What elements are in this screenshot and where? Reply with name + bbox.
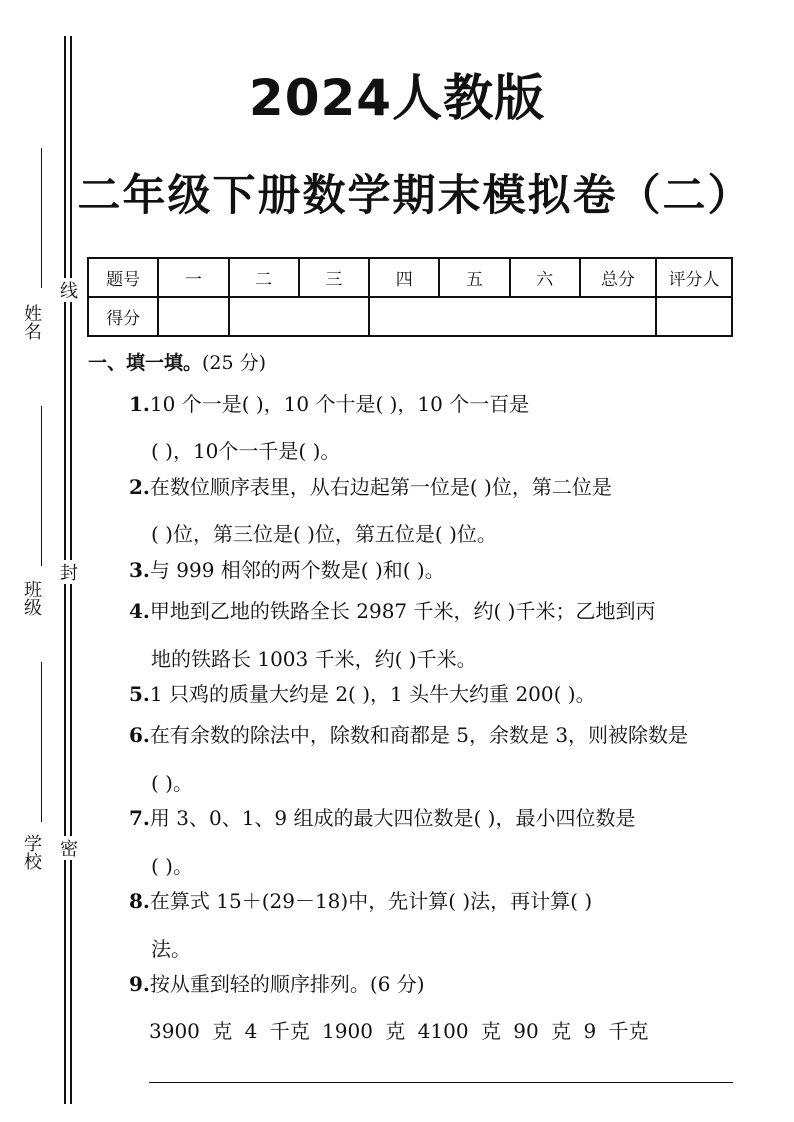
- question-text: 在数位顺序表里，从右边起第一位是( )位，第二位是: [149, 475, 612, 499]
- question-number: 1.: [129, 392, 150, 416]
- question-number: 8.: [129, 889, 150, 913]
- score-table-header-cell: 四: [369, 258, 439, 297]
- score-cell[interactable]: [229, 297, 370, 336]
- cut-mark-seal: 封: [58, 560, 76, 584]
- question-1: [129, 394, 739, 414]
- school-label: 学校: [21, 834, 42, 870]
- score-cell[interactable]: [656, 297, 732, 336]
- weights-list: 3900 克 4 千克 1900 克 4100 克 90 克 9 千克: [149, 1019, 649, 1043]
- score-table-row-label: 得分: [88, 297, 158, 336]
- question-5: [129, 684, 739, 704]
- score-table-header-cell: 评分人: [656, 258, 732, 297]
- score-table-header-cell: 三: [299, 258, 369, 297]
- question-text: 与 999 相邻的两个数是( )和( )。: [149, 558, 445, 582]
- question-text: 在算式 15＋(29－18)中，先计算( )法，再计算( ): [149, 889, 593, 913]
- section-heading: [88, 348, 266, 375]
- page-subtitle: 二年级下册数学期末模拟卷（二）: [77, 171, 753, 221]
- score-table: [87, 257, 733, 337]
- question-number: 4.: [129, 599, 150, 623]
- question-text: 按从重到轻的顺序排列。(6 分): [149, 972, 425, 996]
- score-table-header-cell: 总分: [580, 258, 656, 297]
- score-table-header-cell: 一: [158, 258, 228, 297]
- question-2: [129, 477, 739, 497]
- cut-mark-line: 线: [58, 278, 76, 302]
- class-blank: [41, 406, 42, 566]
- question-8: [129, 891, 739, 911]
- question-4: [129, 601, 739, 621]
- question-1-continuation: ( )，10个一千是( )。: [151, 439, 341, 463]
- question-number: 3.: [129, 558, 150, 582]
- cut-mark-secret: 密: [58, 836, 76, 860]
- question-6: [129, 725, 739, 745]
- score-table-header-cell: 五: [439, 258, 509, 297]
- answer-line[interactable]: [149, 1082, 733, 1083]
- page-title: 2024人教版: [248, 69, 546, 127]
- score-table-header-row: [88, 258, 732, 297]
- question-text: 甲地到乙地的铁路全长 2987 千米，约( )千米；乙地到丙: [149, 599, 656, 623]
- question-text: 1 只鸡的质量大约是 2( )，1 头牛大约重 200( )。: [149, 682, 596, 706]
- question-7: [129, 808, 739, 828]
- class-label: 班级: [21, 580, 42, 616]
- score-table-score-row: [88, 297, 732, 336]
- question-4-continuation: 地的铁路长 1003 千米，约( )千米。: [151, 647, 477, 671]
- question-text: 10 个一是( )，10 个十是( )，10 个一百是: [149, 392, 530, 416]
- question-9: [129, 974, 739, 994]
- section-points: (25 分): [202, 352, 267, 374]
- score-table-header-cell: 题号: [88, 258, 158, 297]
- question-number: 2.: [129, 475, 150, 499]
- section-title: 一、填一填。: [88, 352, 203, 374]
- question-number: 9.: [129, 972, 150, 996]
- score-cell[interactable]: [369, 297, 656, 336]
- question-8-continuation: 法。: [151, 937, 191, 961]
- question-2-continuation: ( )位，第三位是( )位，第五位是( )位。: [151, 522, 497, 546]
- question-number: 6.: [129, 723, 150, 747]
- name-label: 姓名: [21, 304, 42, 340]
- question-number: 7.: [129, 806, 150, 830]
- question-text: 用 3、0、1、9 组成的最大四位数是( )，最小四位数是: [149, 806, 636, 830]
- score-table-header-cell: 六: [510, 258, 580, 297]
- score-table-header-cell: 二: [229, 258, 299, 297]
- question-6-continuation: ( )。: [151, 771, 193, 795]
- school-blank: [41, 662, 42, 822]
- score-cell[interactable]: [158, 297, 228, 336]
- question-7-continuation: ( )。: [151, 854, 193, 878]
- question-3: [129, 560, 739, 580]
- question-number: 5.: [129, 682, 150, 706]
- question-text: 在有余数的除法中，除数和商都是 5，余数是 3，则被除数是: [149, 723, 689, 747]
